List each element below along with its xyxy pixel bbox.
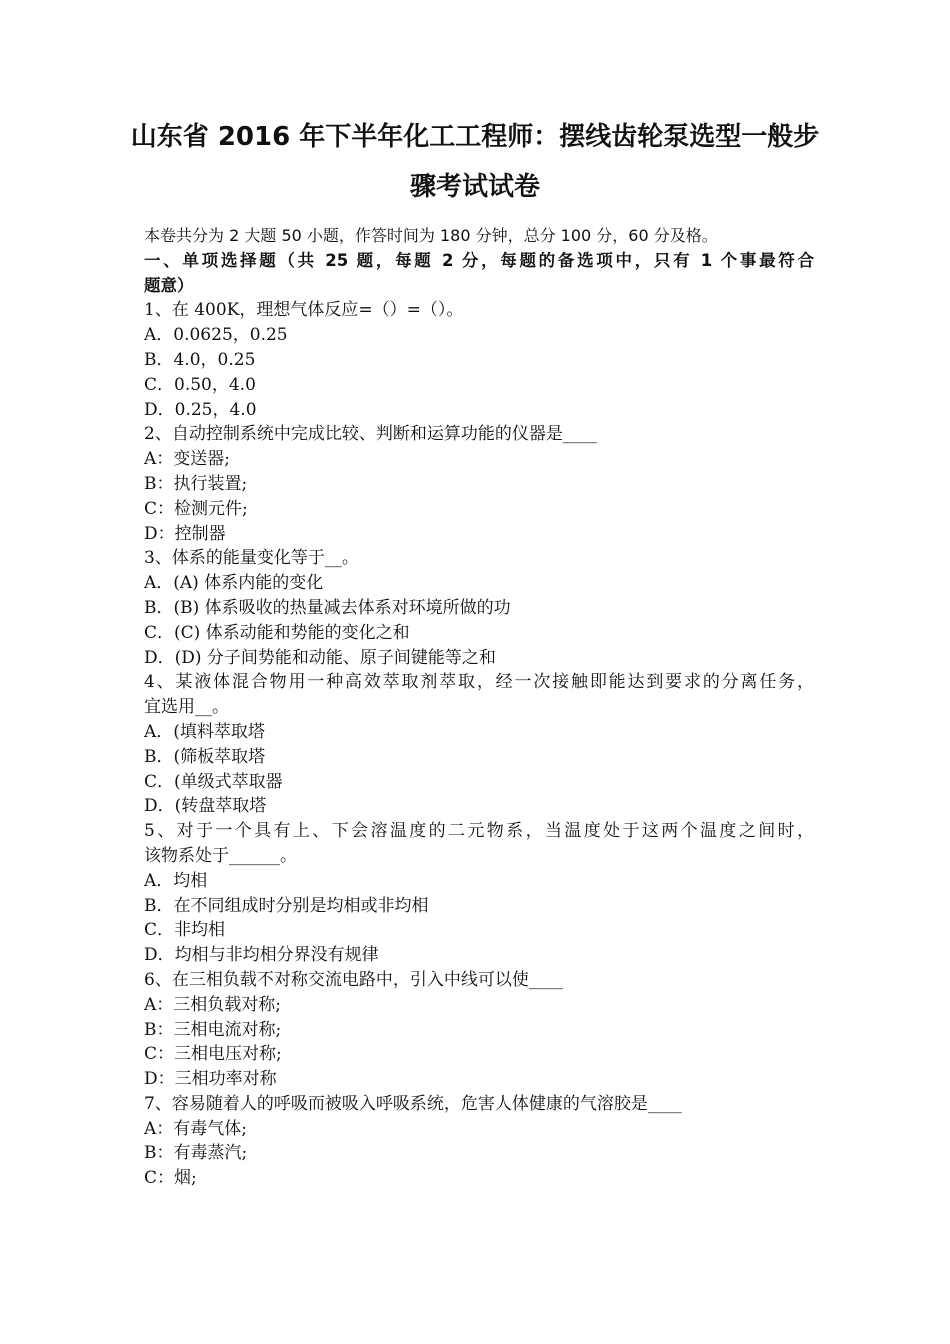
question-4-stem-line-2: 宜选用__。 xyxy=(144,697,229,718)
question-6-option-b: B：三相电流对称; xyxy=(144,1019,282,1040)
question-2-option-a: A：变送器; xyxy=(144,449,231,470)
question-1-stem: 1、在 400K，理想气体反应=（）=（）。 xyxy=(144,300,464,321)
question-6-option-a: A：三相负载对称; xyxy=(144,994,282,1015)
question-1-option-d: D．0.25，4.0 xyxy=(144,399,257,420)
question-1-option-a: A．0.0625，0.25 xyxy=(144,325,288,346)
question-4-option-b: B．(筛板萃取塔 xyxy=(144,746,266,767)
question-3-option-d: D．(D) 分子间势能和动能、原子间键能等之和 xyxy=(144,647,496,668)
question-7-option-c: C：烟; xyxy=(144,1168,197,1189)
question-2-option-d: D：控制器 xyxy=(144,523,226,544)
question-3-stem: 3、体系的能量变化等于__。 xyxy=(144,548,359,569)
question-6-stem: 6、在三相负载不对称交流电路中，引入中线可以使____ xyxy=(144,969,563,990)
question-2-option-c: C：检测元件; xyxy=(144,498,248,519)
document-title-line-1: 山东省 2016 年下半年化工工程师：摆线齿轮泵选型一般步 xyxy=(130,122,820,152)
exam-intro: 本卷共分为 2 大题 50 小题，作答时间为 180 分钟，总分 100 分，60 分及格。 xyxy=(144,226,718,245)
question-2-stem: 2、自动控制系统中完成比较、判断和运算功能的仪器是____ xyxy=(144,424,597,445)
question-4-option-c: C．(单级式萃取器 xyxy=(144,771,283,792)
question-7-stem: 7、容易随着人的呼吸而被吸入呼吸系统，危害人体健康的气溶胶是____ xyxy=(144,1093,682,1114)
question-3-option-b: B．(B) 体系吸收的热量减去体系对环境所做的功 xyxy=(144,597,511,618)
document-title-line-2: 骤考试试卷 xyxy=(409,172,540,202)
question-5-stem-line-1: 5、对于一个具有上、下会溶温度的二元物系，当温度处于这两个温度之间时， xyxy=(144,821,814,842)
question-1-option-b: B．4.0，0.25 xyxy=(144,349,256,370)
question-6-option-c: C：三相电压对称; xyxy=(144,1044,282,1065)
section-heading-line-1: 一、单项选择题（共 25 题，每题 2 分，每题的备选项中，只有 1 个事最符合 xyxy=(144,250,814,270)
question-7-option-a: A：有毒气体; xyxy=(144,1118,248,1139)
question-1-option-c: C．0.50，4.0 xyxy=(144,374,256,395)
question-5-option-d: D．均相与非均相分界没有规律 xyxy=(144,945,379,966)
question-5-option-b: B．在不同组成时分别是均相或非均相 xyxy=(144,895,429,916)
question-5-option-c: C．非均相 xyxy=(144,920,226,941)
question-4-option-d: D．(转盘萃取塔 xyxy=(144,796,267,817)
question-7-option-b: B：有毒蒸汽; xyxy=(144,1143,248,1164)
section-heading-line-2: 题意） xyxy=(144,275,194,295)
question-4-stem-line-1: 4、某液体混合物用一种高效萃取剂萃取，经一次接触即能达到要求的分离任务， xyxy=(144,672,814,693)
question-3-option-c: C．(C) 体系动能和势能的变化之和 xyxy=(144,622,410,643)
question-4-option-a: A．(填料萃取塔 xyxy=(144,721,265,742)
question-2-option-b: B：执行装置; xyxy=(144,473,248,494)
question-3-option-a: A．(A) 体系内能的变化 xyxy=(144,573,324,594)
question-5-stem-line-2: 该物系处于______。 xyxy=(144,845,297,866)
question-5-option-a: A．均相 xyxy=(144,870,208,891)
question-6-option-d: D：三相功率对称 xyxy=(144,1069,277,1090)
document-body xyxy=(144,224,814,1191)
